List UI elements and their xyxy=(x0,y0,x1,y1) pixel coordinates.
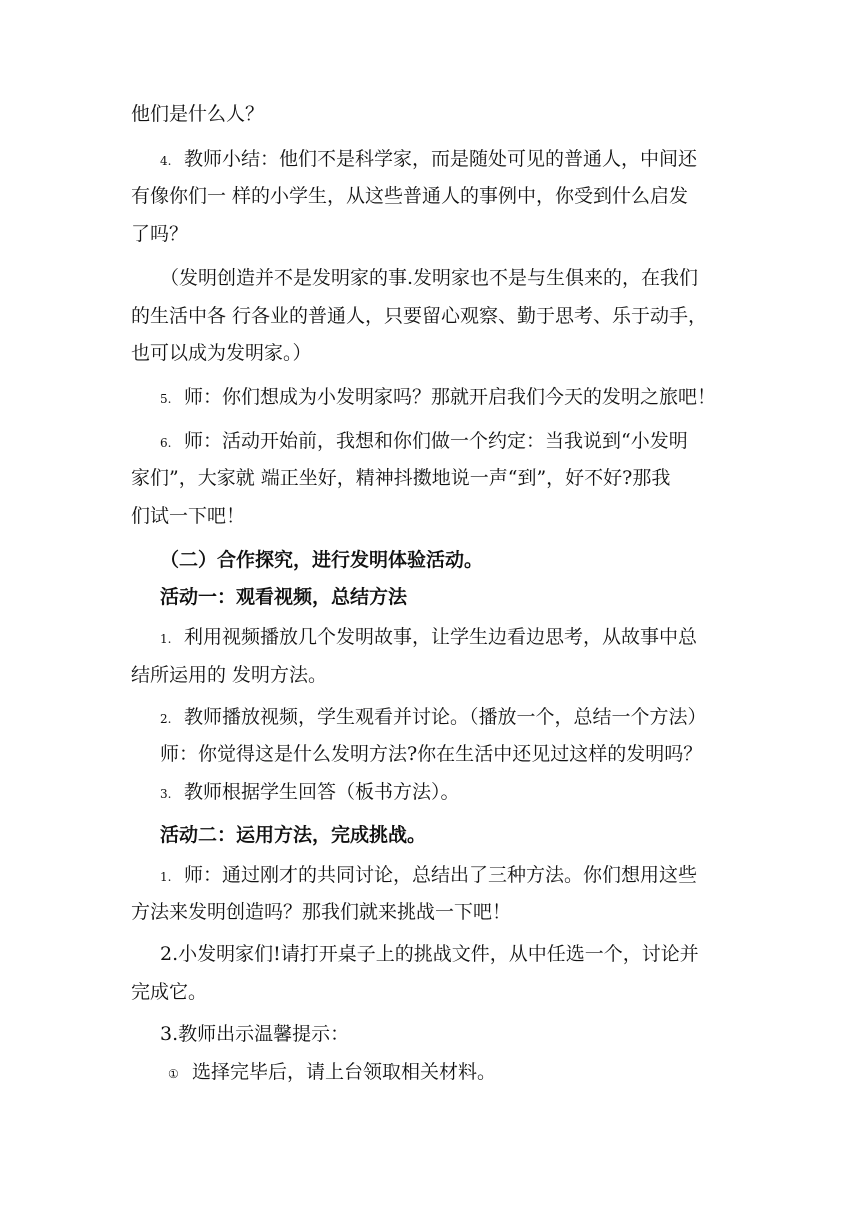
list-number: 4. xyxy=(160,154,172,168)
paragraph-line: 有像你们一 样的小学生，从这些普通人的事例中，你受到什么启发 xyxy=(131,185,689,207)
paragraph-line: 结所运用的 发明方法。 xyxy=(131,664,328,686)
section-heading: （二）合作探究，进行发明体验活动。 xyxy=(160,549,484,571)
paragraph-line: 方法来发明创造吗？那我们就来挑战一下吧！ xyxy=(131,901,512,923)
list-number: 6. xyxy=(160,436,172,450)
numbered-item: 3. 教师根据学生回答（板书方法）。 xyxy=(160,780,460,806)
numbered-item: 1. 师：通过刚才的共同讨论，总结出了三种方法。你们想用这些 xyxy=(160,863,697,889)
list-number: ① xyxy=(168,1067,179,1081)
paragraph-line: 的生活中各 行各业的普通人，只要留心观察、勤于思考、乐于动手， xyxy=(131,305,708,327)
paragraph-line: 他们是什么人？ xyxy=(131,103,265,125)
paragraph-line: 也可以成为发明家。） xyxy=(131,342,312,364)
paragraph-line: 完成它。 xyxy=(131,981,208,1003)
list-number: 1. xyxy=(160,632,172,646)
paragraph-line: 们试一下吧！ xyxy=(131,505,246,527)
numbered-item: 5. 师：你们想成为小发明家吗？那就开启我们今天的发明之旅吧！ xyxy=(160,385,716,411)
numbered-item: 2. 教师播放视频，学生观看并讨论。（播放一个，总结一个方法） xyxy=(160,705,707,731)
paragraph-line: 家们”，大家就 端正坐好，精神抖擞地说一声“到”，好不好?那我 xyxy=(131,467,671,489)
paragraph-line: 3.教师出示温馨提示： xyxy=(160,1023,350,1045)
numbered-item: 1. 利用视频播放几个发明故事，让学生边看边思考，从故事中总 xyxy=(160,625,697,651)
paragraph-line: 了吗？ xyxy=(131,223,189,245)
paragraph-line: 2.小发明家们!请打开桌子上的挑战文件，从中任选一个，讨论并 xyxy=(160,943,699,965)
list-number: 3. xyxy=(160,787,172,801)
paragraph-line: （发明创造并不是发明家的事.发明家也不是与生俱来的，在我们 xyxy=(160,267,699,289)
numbered-item: 4. 教师小结：他们不是科学家，而是随处可见的普通人，中间还 xyxy=(160,147,697,173)
numbered-item: 6. 师：活动开始前，我想和你们做一个约定：当我说到“小发明 xyxy=(160,429,688,455)
list-number: 5. xyxy=(160,392,172,406)
list-number: 1. xyxy=(160,870,172,884)
numbered-item: ① 选择完毕后，请上台领取相关材料。 xyxy=(168,1060,496,1086)
activity-heading: 活动二：运用方法，完成挑战。 xyxy=(160,824,427,846)
activity-heading: 活动一：观看视频，总结方法 xyxy=(160,586,408,608)
list-number: 2. xyxy=(160,712,172,726)
paragraph-line: 师：你觉得这是什么发明方法?你在生活中还见过这样的发明吗？ xyxy=(160,743,703,765)
